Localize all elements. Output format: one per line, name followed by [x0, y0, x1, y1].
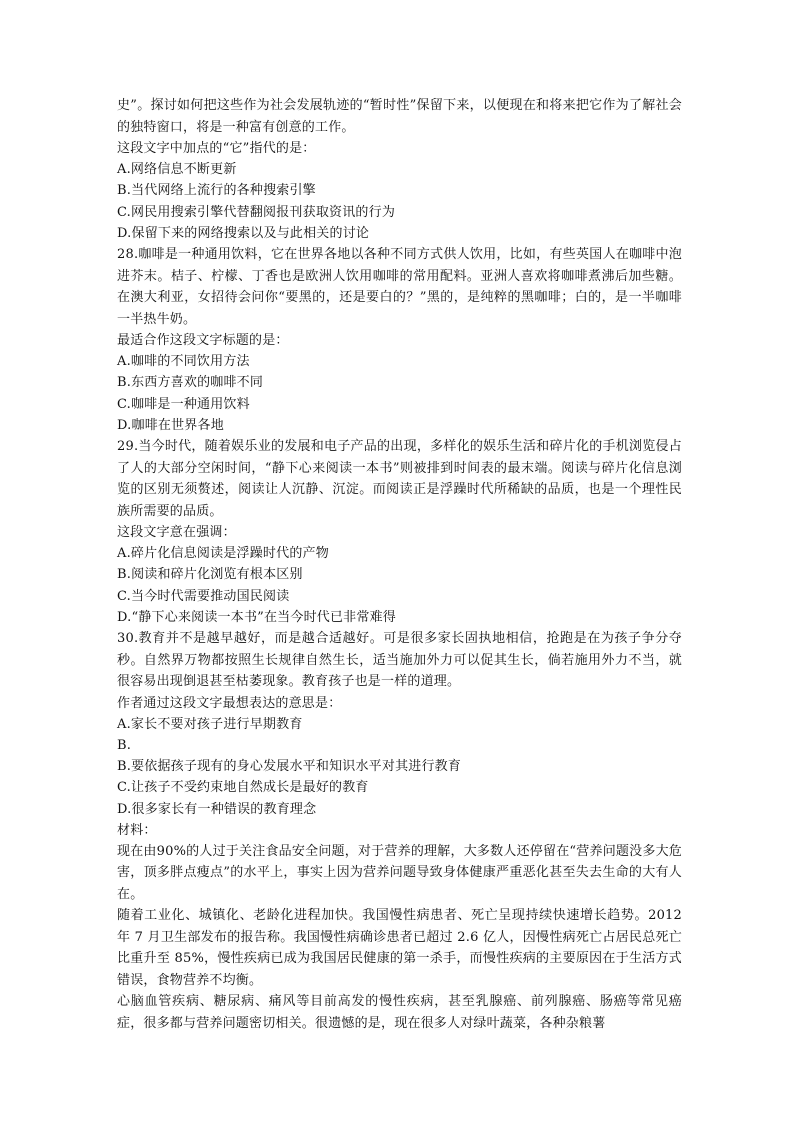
question-27-option-d: D.保留下来的网络搜索以及与此相关的讨论: [117, 225, 370, 241]
question-29-option-d: D.“静下心来阅读一本书”在当今时代已非常难得: [117, 609, 396, 625]
question-27-option-b: B.当代网络上流行的各种搜索引擎: [117, 183, 316, 199]
question-27-prompt: 这段文字中加点的“它”指代的是：: [117, 141, 316, 156]
question-28-passage: 28.咖啡是一种通用饮料，它在世界各地以各种不同方式供人饮用，比如，有些英国人在咖啡中泡进芥末。桔子、柠檬、丁香也是欧洲人饮用咖啡的常用配料。亚洲人喜欢将咖啡煮沸后加些糖。在澳大利亚，女招待会问你“要黑的，还是要白的？”黑的，是纯粹的黑咖啡；白的，是一半咖啡一半热牛奶。: [117, 247, 682, 327]
question-30-option-b: B.要依据孩子现有的身心发展水平和知识水平对其进行教育: [117, 759, 462, 775]
material-paragraph-3: 心脑血管疾病、糖尿病、痛风等目前高发的慢性疾病，甚至乳腺癌、前列腺癌、肠癌等常见癌症，很多都与营养问题密切相关。很遗憾的是，现在很多人对绿叶蔬菜，各种杂粮薯: [117, 994, 682, 1031]
question-28-option-d: D.咖啡在世界各地: [117, 417, 224, 433]
question-30-option-b-stray: B.: [117, 737, 132, 753]
material-paragraph-2: 随着工业化、城镇化、老龄化进程加快。我国慢性病患者、死亡呈现持续快速增长趋势。2012 年 7 月卫生部发布的报告称。我国慢性病确诊患者已超过 2.6 亿人，因慢性病死亡占居民总死亡比重升至 85%，慢性疾病已成为我国居民健康的第一杀手，而慢性疾病的主要原因在于生活方式错误，食物营养不均衡。: [117, 908, 682, 988]
question-29-passage: 29.当今时代，随着娱乐业的发展和电子产品的出现，多样化的娱乐生活和碎片化的手机浏览侵占了人的大部分空闲时间，“静下心来阅读一本书”则被排到时间表的最末端。阅读与碎片化信息浏览的区别无须赘述，阅读让人沉静、沉淀。而阅读正是浮躁时代所稀缺的品质，也是一个理性民族所需要的品质。: [117, 439, 682, 519]
question-27-option-c: C.网民用搜索引擎代替翻阅报刊获取资讯的行为: [117, 204, 396, 220]
question-30-option-c: C.让孩子不受约束地自然成长是最好的教育: [117, 780, 369, 796]
material-heading: 材料：: [117, 822, 157, 838]
question-30-passage: 30.教育并不是越早越好，而是越合适越好。可是很多家长固执地相信，抢跑是在为孩子争分夺秒。自然界万物都按照生长规律自然生长，适当施加外力可以促其生长，倘若施用外力不当，就很容易出现倒退甚至枯萎现象。教育孩子也是一样的道理。: [117, 631, 682, 690]
question-28-option-b: B.东西方喜欢的咖啡不同: [117, 375, 264, 391]
question-30-prompt: 作者通过这段文字最想表达的意思是：: [117, 695, 342, 711]
question-29-option-b: B.阅读和碎片化浏览有根本区别: [117, 567, 303, 583]
question-29-prompt: 这段文字意在强调：: [117, 525, 236, 541]
question-29-option-c: C.当今时代需要推动国民阅读: [117, 588, 290, 604]
question-27-option-a: A.网络信息不断更新: [117, 162, 237, 178]
document-body: [117, 95, 682, 1034]
passage-continuation-27: 史”。探讨如何把这些作为社会发展轨迹的“暂时性”保留下来，以便现在和将来把它作为了解社会的独特窗口，将是一种富有创意的工作。: [117, 98, 682, 135]
question-29-option-a: A.碎片化信息阅读是浮躁时代的产物: [117, 546, 329, 562]
question-28-option-a: A.咖啡的不同饮用方法: [117, 354, 250, 370]
question-28-option-c: C.咖啡是一种通用饮料: [117, 396, 250, 412]
question-28-prompt: 最适合作这段文字标题的是：: [117, 333, 289, 349]
question-30-option-d: D.很多家长有一种错误的教育理念: [117, 801, 317, 817]
material-paragraph-1: 现在由90%的人过于关注食品安全问题，对于营养的理解，大多数人还停留在“营养问题没多大危害，顶多胖点瘦点”的水平上，事实上因为营养问题导致身体健康严重恶化甚至失去生命的大有人在。: [117, 843, 682, 902]
question-30-option-a: A.家长不要对孩子进行早期教育: [117, 716, 303, 732]
